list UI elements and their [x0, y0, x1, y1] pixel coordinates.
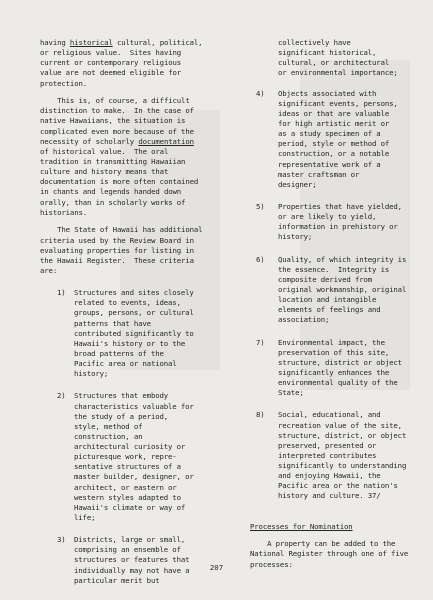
text-line: Hawaii's climate or way of	[74, 502, 186, 512]
text-line: significant events, persons,	[278, 98, 398, 108]
criterion-item	[250, 89, 420, 190]
text-line: or are likely to yield,	[278, 212, 377, 222]
text-line: style, method of	[74, 421, 143, 431]
criterion-item	[40, 391, 228, 523]
text-line: the Hawaii Register. These criteria	[40, 255, 194, 265]
page-number: 207	[209, 563, 224, 572]
text-line: The State of Hawaii has additional	[40, 225, 203, 235]
text-line: significantly to understanding	[278, 461, 407, 471]
intro-line: or religious value. Sites having	[40, 48, 182, 58]
text-line: Structures and sites closely	[74, 288, 194, 298]
text-line: historians.	[40, 207, 88, 217]
text-line: Pacific area or the nation's	[278, 481, 398, 491]
text-line: master builder, designer, or	[74, 472, 194, 482]
text-line: processes:	[250, 559, 293, 569]
text-line: structure, district, or object	[278, 430, 407, 440]
text-line: groups, persons, or cultural	[74, 308, 194, 318]
text-line: preserved, presented or	[278, 440, 377, 450]
text-line: patterns that have	[74, 318, 151, 328]
text-line: Pacific area or national	[74, 359, 177, 369]
criterion-item	[250, 255, 420, 326]
text-line: history;	[74, 369, 109, 379]
text-line: architectural curiosity or	[74, 442, 186, 452]
text-line: tradition in transmitting Hawaiian	[40, 157, 186, 167]
criterion-number: 4)	[256, 88, 265, 98]
text-line: in chants and legends handed down	[40, 187, 182, 197]
left-criteria-list	[40, 288, 228, 586]
criteria-intro-paragraph	[40, 225, 228, 276]
text-line: composite derived from	[278, 274, 373, 284]
text-line: Objects associated with	[278, 88, 377, 98]
text-line: the study of a period,	[74, 411, 169, 421]
criterion-item	[250, 338, 420, 399]
text-line: for high artistic merit or	[278, 118, 390, 128]
criterion-text	[40, 535, 228, 586]
text-line: contributed significantly to	[74, 328, 194, 338]
text-line: individually may not have a	[74, 565, 190, 575]
text-line: as a study specimen of a	[278, 129, 381, 139]
text-line: preservation of this site,	[278, 347, 390, 357]
text-line: period, style or method of	[278, 139, 390, 149]
text-line: complicated even more because of the	[40, 126, 194, 136]
criterion-item	[40, 535, 228, 586]
criterion-number: 8)	[256, 410, 265, 420]
text-line: sentative structures of a	[74, 462, 181, 472]
documentation-paragraph	[40, 96, 228, 218]
criterion-item	[40, 288, 228, 379]
text-line: structure, district or object	[278, 357, 402, 367]
text-line: broad patterns of the	[74, 348, 164, 358]
text-line: Social, educational, and	[278, 410, 381, 420]
text-line: master craftsman or	[278, 169, 360, 179]
text-line: characteristics valuable for	[74, 401, 194, 411]
text-line: criteria used by the Review Board in	[40, 235, 194, 245]
criterion-item	[250, 202, 420, 243]
criterion-number: 7)	[256, 337, 265, 347]
text-line: Hawaii's history or to the	[74, 338, 186, 348]
text-line: western styles adapted to	[74, 492, 181, 502]
text-line: recreation value of the site,	[278, 420, 402, 430]
criterion-text	[40, 391, 228, 523]
text-line: architect, or eastern or	[74, 482, 177, 492]
criterion-number: 6)	[256, 254, 265, 264]
section-heading: Processes for Nomination	[250, 521, 353, 531]
text-line: designer;	[278, 179, 317, 189]
text-line: Environmental impact, the	[278, 337, 385, 347]
text-line: collectively have	[278, 38, 351, 47]
criterion-number: 3)	[57, 535, 66, 545]
criterion-number: 1)	[57, 288, 66, 298]
text-line: are:	[40, 265, 58, 275]
text-line: cultural, or architectural	[278, 58, 390, 68]
criterion-text	[250, 410, 420, 501]
text-line: Quality, of which integrity is	[278, 254, 407, 264]
criterion-text	[250, 255, 420, 326]
criterion-text	[250, 338, 420, 399]
text-line: This is, of course, a difficult	[40, 96, 190, 106]
text-line: culture and history means that	[40, 167, 169, 177]
text-line: association;	[278, 315, 330, 325]
text-line: evaluating properties for listing in	[40, 245, 194, 255]
text-line: information in prehistory or	[278, 222, 398, 232]
text-line: representative work of a	[278, 159, 381, 169]
text-line: construction, an	[74, 431, 143, 441]
text-line: related to events, ideas,	[74, 298, 181, 308]
text-line: significantly enhances the	[278, 367, 390, 377]
text-line: of historical value. The oral	[40, 146, 169, 156]
text-line: documentation is more often contained	[40, 177, 199, 187]
text-line: structures or features that	[74, 555, 190, 565]
intro-line: protection.	[40, 78, 88, 88]
text-line: distinction to make. In the case of	[40, 106, 194, 116]
intro-line: current or contemporary religious	[40, 58, 182, 68]
text-line: interpreted contributes	[278, 450, 377, 460]
text-line: location and intangible	[278, 295, 377, 305]
criterion-text	[250, 89, 420, 190]
criterion-3-continued	[250, 38, 420, 79]
text-line: orally, than in scholarly works of	[40, 197, 186, 207]
text-line: native Hawaiians, the situation is	[40, 116, 186, 126]
text-line: Structures that embody	[74, 391, 169, 401]
text-line: elements of feelings and	[278, 305, 381, 315]
text-line: necessity of scholarly documentation	[40, 136, 194, 146]
right-criteria-list	[250, 89, 420, 502]
criterion-number: 2)	[57, 391, 66, 401]
intro-line: value are not deemed eligible for	[40, 68, 182, 78]
criterion-text	[40, 288, 228, 379]
text-line: Districts, large or small,	[74, 535, 186, 545]
text-line: environmental quality of the	[278, 378, 398, 388]
text-line: particular merit but	[74, 575, 160, 585]
intro-line-0: having historical cultural, political,	[40, 38, 203, 47]
text-line: and enjoying Hawaii, the	[278, 471, 381, 481]
text-line: Properties that have yielded,	[278, 201, 402, 211]
text-line: construction, or a notable	[278, 149, 390, 159]
text-line: original workmanship, original	[278, 284, 407, 294]
text-line: ideas or that are valuable	[278, 108, 390, 118]
criterion-item	[250, 410, 420, 501]
criterion-number: 5)	[256, 201, 265, 211]
criterion-text	[250, 202, 420, 243]
text-line: A property can be added to the	[250, 539, 396, 549]
text-line: life;	[74, 513, 96, 523]
left-column	[40, 38, 228, 598]
text-line: history and culture. 37/	[278, 491, 381, 501]
text-line: National Register through one of five	[250, 549, 409, 559]
text-line: comprising an ensemble of	[74, 545, 181, 555]
text-line: or environmental importance;	[278, 68, 398, 78]
text-line: picturesque work, repre-	[74, 452, 177, 462]
text-line: history;	[278, 232, 313, 242]
text-line: State;	[278, 388, 304, 398]
right-column	[250, 38, 420, 570]
intro-paragraph	[40, 38, 228, 89]
text-line: the essence. Integrity is	[278, 264, 390, 274]
text-line: significant historical,	[278, 48, 377, 58]
